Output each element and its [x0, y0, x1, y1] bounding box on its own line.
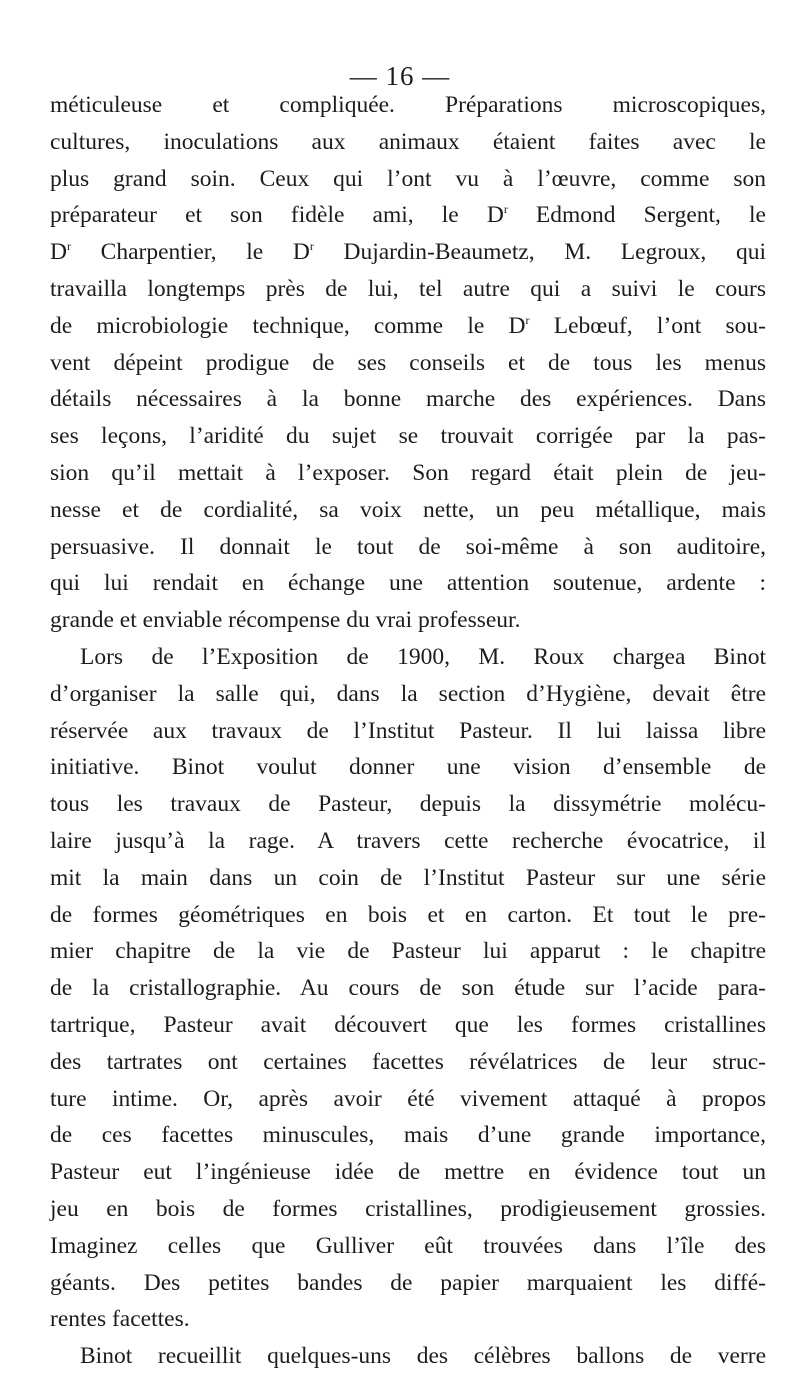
text-line: qui lui rendait en échange une attention soutenue, ardente : [50, 570, 766, 597]
text-line: $D^r$ Charpentier, le $D^r$ Dujardin-Beaumetz, M. Legroux, qui [50, 239, 766, 266]
text-line: préparateur et son fidèle ami, le $D^r$ Edmond Sergent, le [50, 202, 766, 229]
text-line: mier chapitre de la vie de Pasteur lui apparut : le chapitre [50, 938, 766, 965]
text-line: d’organiser la salle qui, dans la section d’Hygiène, devait être [50, 680, 766, 707]
text-line: laire jusqu’à la rage. A travers cette recherche évocatrice, il [50, 827, 766, 854]
text-line: cultures, inoculations aux animaux étaient faites avec le [50, 128, 766, 155]
text-line: mit la main dans un coin de l’Institut Pasteur sur une série [50, 864, 766, 891]
text-line: Pasteur eut l’ingénieuse idée de mettre en évidence tout un [50, 1159, 766, 1186]
text-line: plus grand soin. Ceux qui l’ont vu à l’œuvre, comme son [50, 165, 766, 192]
text-line: jeu en bois de formes cristallines, prodigieusement grossies. [50, 1195, 766, 1222]
text-line: sion qu’il mettait à l’exposer. Son regard était plein de jeu- [50, 459, 766, 486]
text-line: ses leçons, l’aridité du sujet se trouvait corrigée par la pas- [50, 423, 766, 450]
paragraph-start-line: Binot recueillit quelques-uns des célèbres ballons de verre [80, 1343, 766, 1370]
text-line: géants. Des petites bandes de papier marquaient les diffé- [50, 1269, 766, 1296]
text-line: méticuleuse et compliquée. Préparations microscopiques, [50, 92, 766, 118]
text-line: de la cristallographie. Au cours de son étude sur l’acide para- [50, 975, 766, 1002]
text-line: Imaginez celles que Gulliver eût trouvées dans l’île des [50, 1232, 766, 1259]
text-line: travailla longtemps près de lui, tel autre qui a suivi le cours [50, 275, 766, 302]
text-line: vent dépeint prodigue de ses conseils et de tous les menus [50, 349, 766, 376]
body-text [50, 87, 766, 1375]
paragraph-start-line: Lors de l’Exposition de 1900, M. Roux chargea Binot [80, 643, 766, 670]
text-line: tous les travaux de Pasteur, depuis la dissymétrie molécu- [50, 791, 766, 818]
text-line: de ces facettes minuscules, mais d’une grande importance, [50, 1122, 766, 1149]
page-number: — 16 — [349, 61, 451, 91]
text-line: détails nécessaires à la bonne marche des expériences. Dans [50, 386, 766, 413]
paragraph-end-line: rentes facettes. [50, 1306, 190, 1333]
paragraph-end-line: grande et enviable récompense du vrai professeur. [50, 607, 521, 634]
text-line: de formes géométriques en bois et en carton. Et tout le pre- [50, 901, 766, 928]
text-line: ture intime. Or, après avoir été vivement attaqué à propos [50, 1085, 766, 1112]
text-line: de microbiologie technique, comme le $D^r$ Lebœuf, l’ont sou- [50, 312, 767, 339]
text-line: tartrique, Pasteur avait découvert que les formes cristallines [50, 1011, 766, 1038]
text-line: initiative. Binot voulut donner une vision d’ensemble de [50, 754, 766, 781]
text-line: nesse et de cordialité, sa voix nette, un peu métallique, mais [50, 496, 766, 523]
text-line: réservée aux travaux de l’Institut Pasteur. Il lui laissa libre [50, 717, 766, 744]
text-line: persuasive. Il donnait le tout de soi-même à son auditoire, [50, 533, 766, 560]
text-line: des tartrates ont certaines facettes révélatrices de leur struc- [50, 1048, 766, 1075]
